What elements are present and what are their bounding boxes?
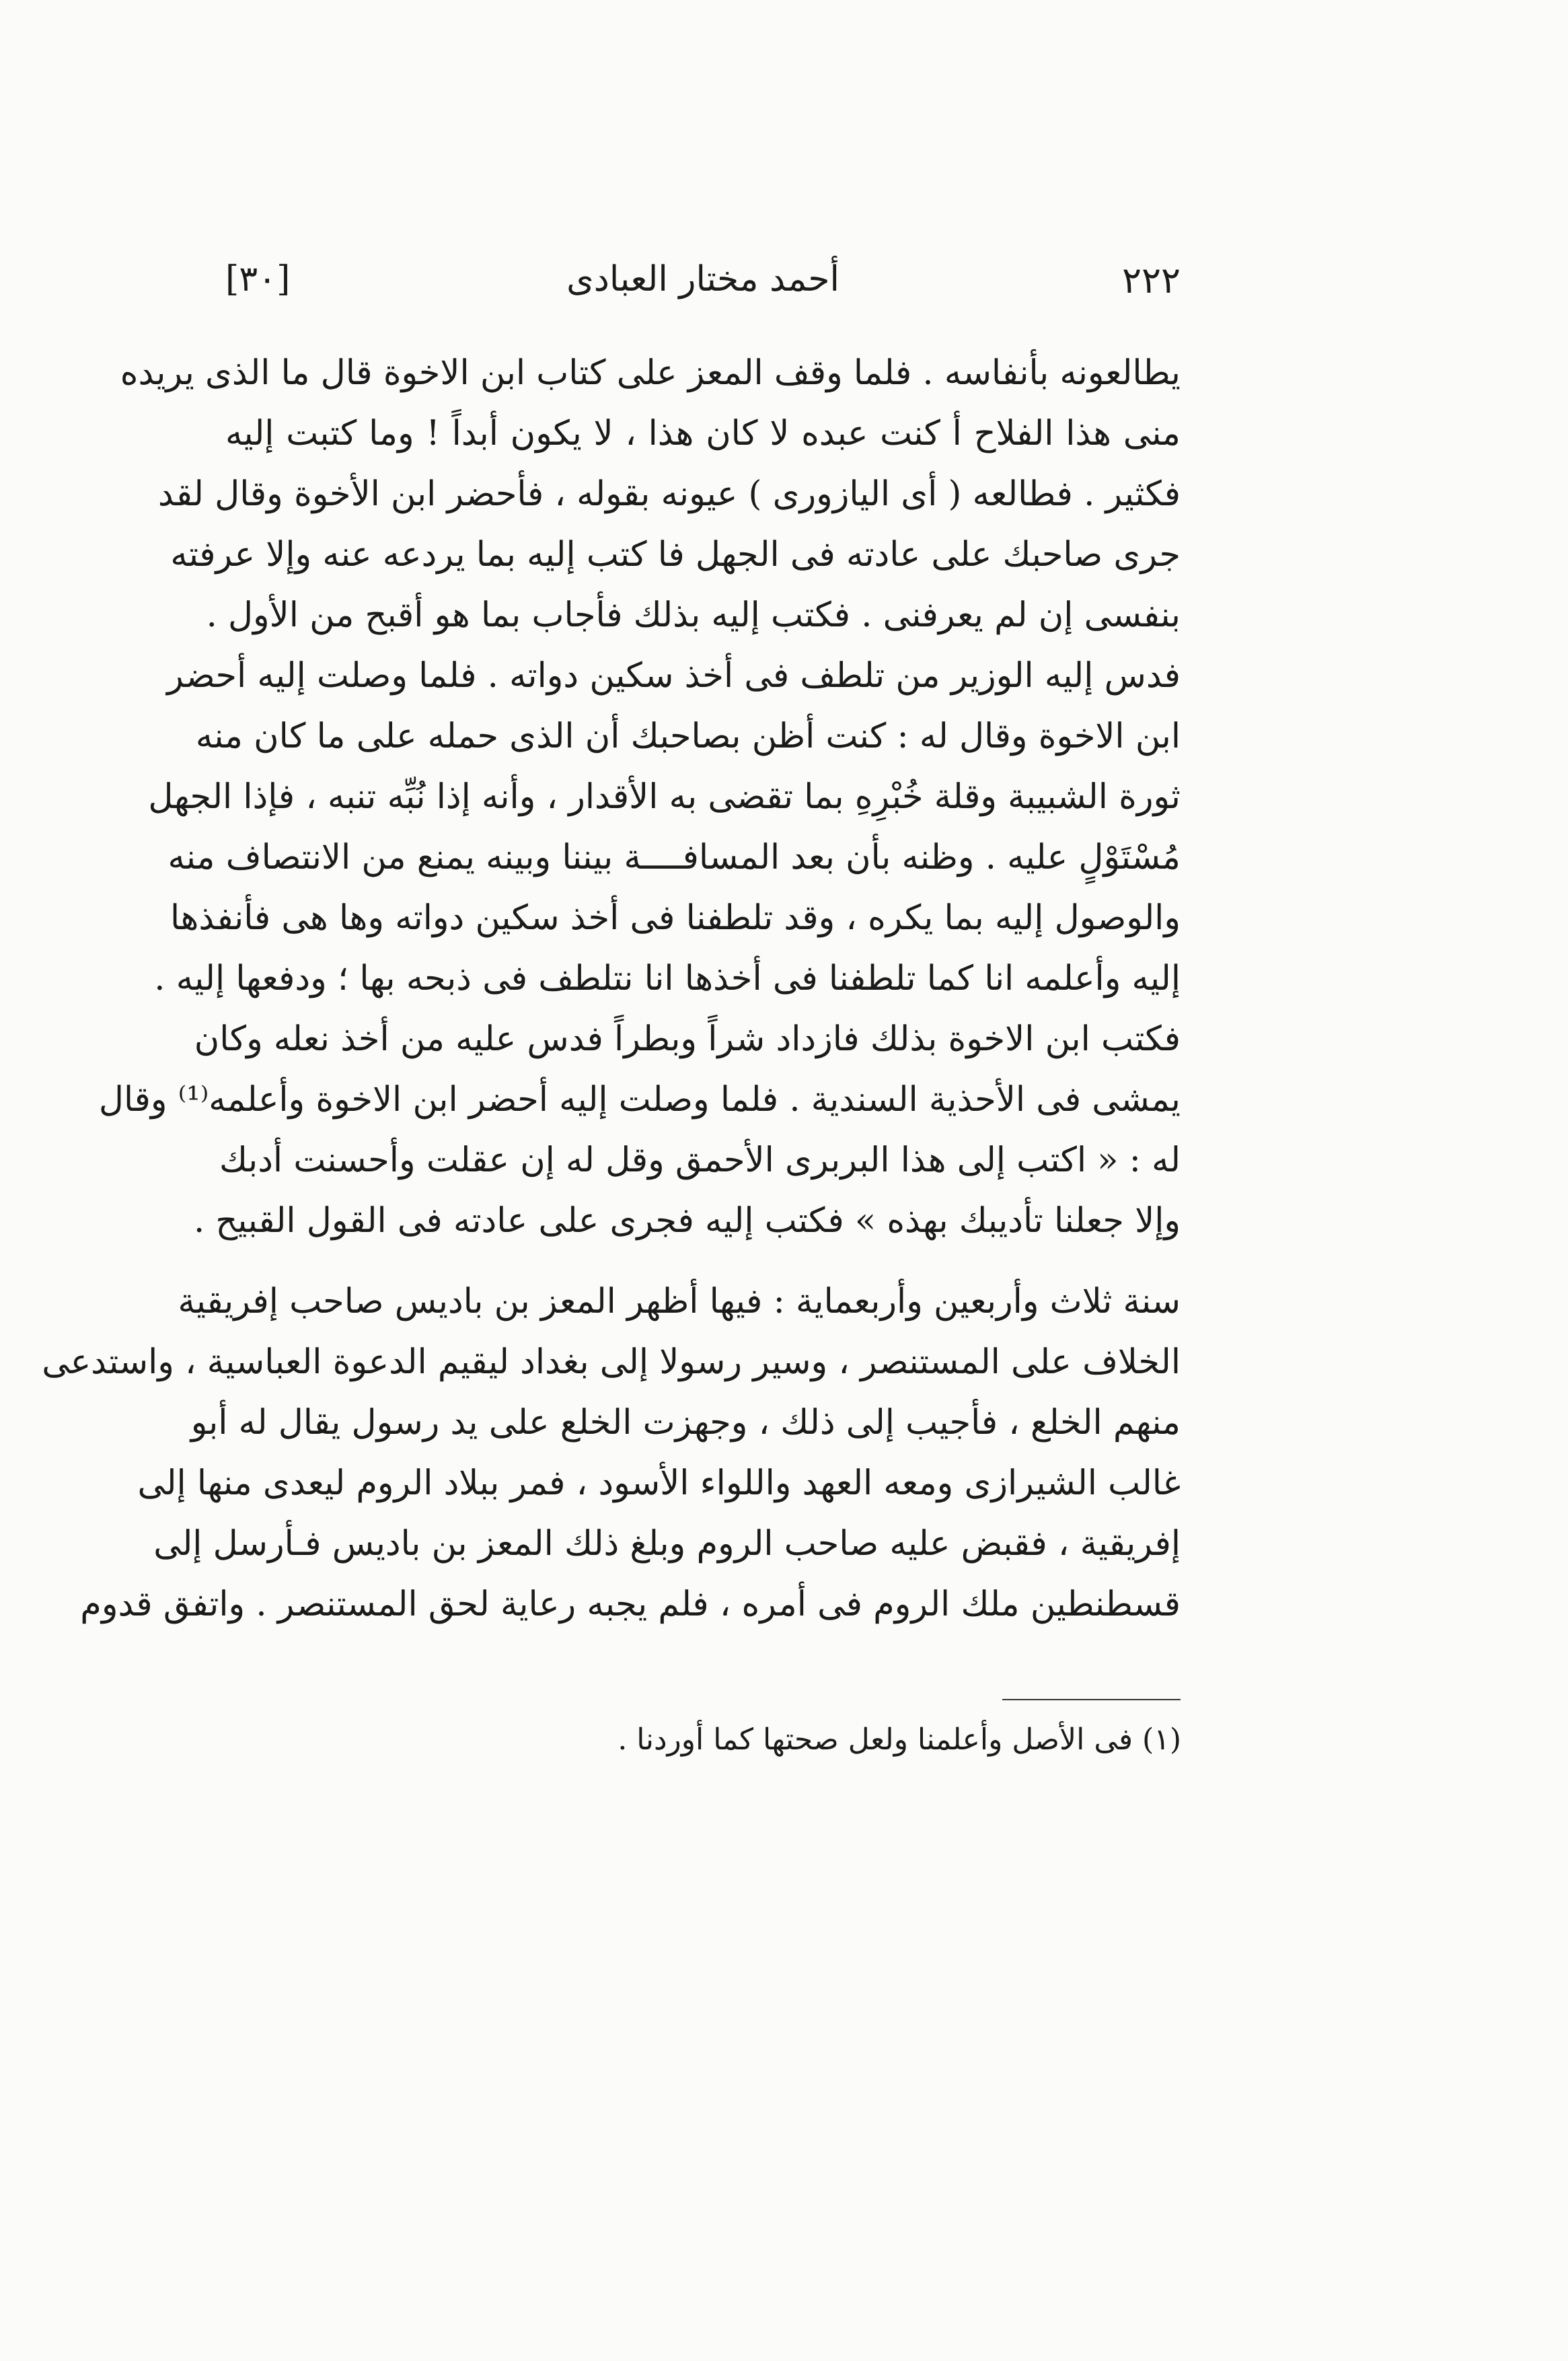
- text-line: غالب الشيرازى ومعه العهد واللواء الأسود ، فمر ببلاد الروم ليعدى منها إلى: [137, 1463, 1181, 1503]
- text-line: منى هذا الفلاح أ كنت عبده لا كان هذا ، لا يكون أبداً ! وما كتبت إليه: [225, 414, 1181, 453]
- footnote-divider: [1002, 1699, 1181, 1700]
- text-line: منهم الخلع ، فأجيب إلى ذلك ، وجهزت الخلع على يد رسول يقال له أبو: [190, 1403, 1181, 1443]
- text-line: ثورة الشبيبة وقلة خُبْرِهِ بما تقضى به الأقدار ، وأنه إذا نُبِّه تنبه ، فإذا الجهل: [148, 777, 1181, 817]
- text-line: يطالعونه بأنفاسه . فلما وقف المعز على كتاب ابن الاخوة قال ما الذى يريده: [120, 353, 1181, 393]
- paragraph-1: [98, 343, 1181, 1251]
- page-number: ٢٢٢: [1121, 259, 1181, 301]
- text-line: وإلا جعلنا تأديبك بهذه » فكتب إليه فجرى على عادته فى القول القبيح .: [193, 1201, 1181, 1241]
- text-line: يمشى فى الأحذية السندية . فلما وصلت إليه أحضر ابن الاخوة وأعلمه⁽¹⁾ وقال: [98, 1080, 1181, 1120]
- text-line: قسطنطين ملك الروم فى أمره ، فلم يجبه رعاية لحق المستنصر . واتفق قدوم: [80, 1585, 1181, 1624]
- text-line: له : « اكتب إلى هذا البربرى الأحمق وقل له إن عقلت وأحسنت أدبك: [219, 1140, 1181, 1180]
- text-line: جرى صاحبك على عادته فى الجهل فا كتب إليه بما يردعه عنه وإلا عرفته: [170, 535, 1181, 575]
- text-line: ابن الاخوة وقال له : كنت أظن بصاحبك أن الذى حمله على ما كان منه: [195, 717, 1181, 756]
- running-title: أحمد مختار العبادى: [566, 259, 839, 299]
- section-code: [٣٠]: [225, 259, 291, 299]
- text-line: إفريقية ، فقبض عليه صاحب الروم وبلغ ذلك المعز بن باديس فـأرسل إلى: [153, 1524, 1181, 1564]
- text-line: فدس إليه الوزير من تلطف فى أخذ سكين دواته . فلما وصلت إليه أحضر: [167, 656, 1181, 696]
- text-line: إليه وأعلمه انا كما تلطفنا فى أخذها انا نتلطف فى ذبحه بها ؛ ودفعها إليه .: [154, 959, 1181, 998]
- paragraph-2: [42, 1272, 1181, 1635]
- text-line: فكتب ابن الاخوة بذلك فازداد شراً وبطراً فدس عليه من أخذ نعله وكان: [194, 1019, 1181, 1059]
- text-line: سنة ثلاث وأربعين وأربعماية : فيها أظهر المعز بن باديس صاحب إفريقية: [178, 1282, 1181, 1321]
- text-line: والوصول إليه بما يكره ، وقد تلطفنا فى أخذ سكين دواته وها هى فأنفذها: [170, 898, 1181, 938]
- running-header: [225, 259, 1181, 333]
- main-text: [42, 343, 1181, 1635]
- text-line: فكثير . فطالعه ( أى اليازورى ) عيونه بقوله ، فأحضر ابن الأخوة وقال لقد: [157, 474, 1181, 514]
- text-line: بنفسى إن لم يعرفنى . فكتب إليه بذلك فأجاب بما هو أقبح من الأول .: [206, 595, 1181, 635]
- footnote: (١) فى الأصل وأعلمنا ولعل صحتها كما أوردنا .: [618, 1722, 1181, 1757]
- text-line: مُسْتَوْلٍ عليه . وظنه بأن بعد المسافــــة بيننا وبينه يمنع من الانتصاف منه: [167, 838, 1181, 877]
- text-line: الخلاف على المستنصر ، وسير رسولا إلى بغداد ليقيم الدعوة العباسية ، واستدعى: [42, 1342, 1181, 1382]
